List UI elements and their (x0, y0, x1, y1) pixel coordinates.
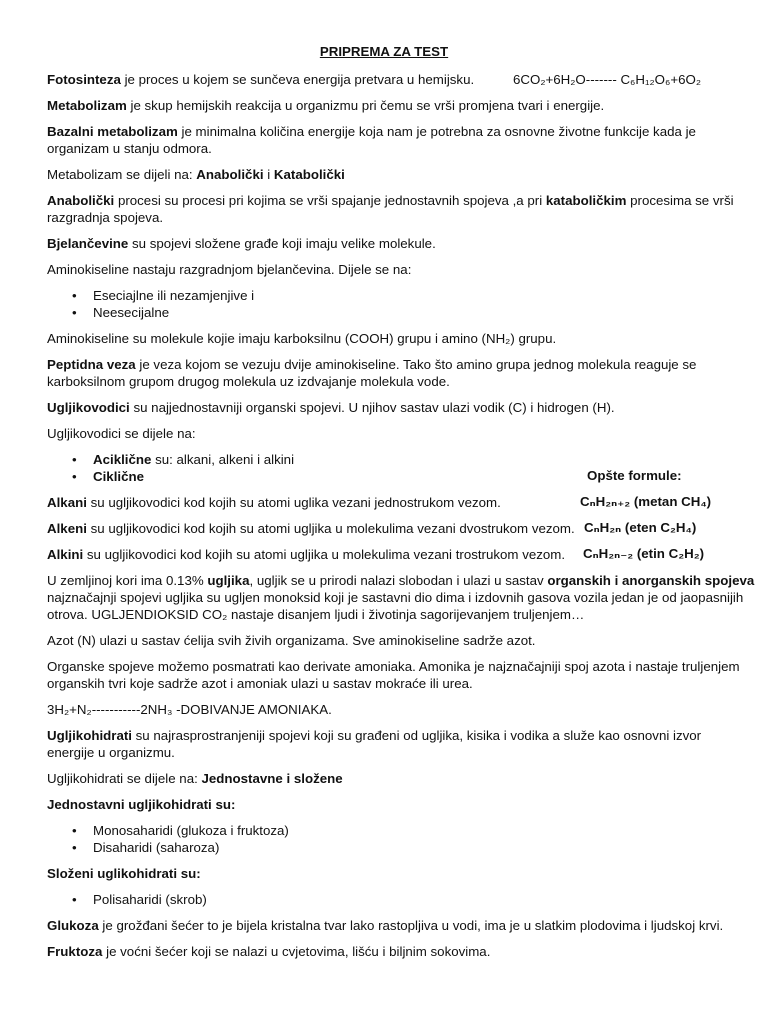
paragraph-bjelancevine (47, 235, 728, 252)
text: je veza kojom se vezuju dvije aminokiseline. Tako što amino grupa jednog molekula reaguje se (135, 357, 697, 372)
list-item: Polisaharidi (skrob) (93, 892, 207, 907)
text: je proces u kojem se sunčeva energija pretvara u hemijsku. (120, 72, 475, 87)
bullet-icon: • (72, 823, 77, 838)
term: Metabolizam (47, 98, 127, 113)
paragraph-ugljikohidrati-cont: energije u organizmu. (47, 745, 175, 760)
term: organskih i anorganskih spojeva (547, 573, 755, 588)
term: Ugljikovodici (47, 400, 130, 415)
term: Bazalni metabolizam (47, 124, 178, 139)
text: su spojevi složene građe koji imaju velike molekule. (128, 236, 436, 251)
paragraph-ugljikovodici-podjela: Ugljikovodici se dijele na: (47, 426, 196, 441)
formula-alkeni: CₙH₂ₙ (eten C₂H₄) (584, 520, 697, 535)
bullet-icon: • (72, 288, 77, 303)
text: su ugljikovodici kod kojih su atomi ugljika u molekulima vezani dvostrukom vezom. (86, 521, 575, 536)
text: su najjednostavniji organski spojevi. U njihov sastav ulazi vodik (C) i hidrogen (H). (129, 400, 615, 415)
paragraph-bazalni-cont: organizam u stanju odmora. (47, 141, 212, 156)
text: su ugljikovodici kod kojih su atomi ugljika u molekulima vezani trostrukom vezom. (83, 547, 566, 562)
paragraph-fotosinteza (47, 71, 728, 88)
paragraph-aminokiseline: Aminokiseline nastaju razgradnjom bjelančevina. Dijele se na: (47, 262, 412, 277)
text: i (263, 167, 274, 182)
bullet-icon: • (72, 452, 77, 467)
list-item (93, 468, 144, 485)
paragraph-ugljik-cont: najznačajnji spojevi ugljika su ugljen monoksid koji je sastavni dio dima i izdovnih gasova vozila jedan je od jaopasnijih (47, 590, 744, 605)
term: Alkani (47, 495, 87, 510)
term: Aciklične (93, 452, 152, 467)
paragraph-ugljik-cont2: otrova. UGLJENDIOKSID CO₂ nastaje disanjem ljudi i životinja sagorijevanjem truljenjem… (47, 607, 585, 622)
heading-jednostavni (47, 796, 728, 813)
paragraph-peptidna-veza-cont: karboksilnom grupom drugog molekula uz izdvajanje molekula vode. (47, 374, 450, 389)
photosynthesis-equation: 6CO₂+6H₂O------- C₆H₁₂O₆+6O₂ (513, 72, 702, 87)
paragraph-amonijak-cont: organskih tvri koje sadrže azot i amoniak ulazi u sastav mokraće ili urea. (47, 676, 473, 691)
paragraph-ugljikohidrati-podjela (47, 770, 728, 787)
term: Glukoza (47, 918, 99, 933)
text: Metabolizam se dijeli na: (47, 167, 197, 182)
term: Složeni uglikohidrati su: (47, 866, 201, 881)
bullet-icon: • (72, 892, 77, 907)
text: su najrasprostranjeniji spojevi koji su građeni od ugljika, kisika i vodika a služe kao osnovni izvor (131, 728, 702, 743)
paragraph-metabolizam (47, 97, 728, 114)
page-title: PRIPREMA ZA TEST (319, 44, 449, 59)
formulas-header: Opšte formule: (587, 468, 682, 483)
paragraph-ugljik (47, 572, 755, 589)
term: Bjelančevine (47, 236, 129, 251)
paragraph-aminokiseline-grupe: Aminokiseline su molekule kojie imaju karboksilnu (COOH) grupu i amino (NH₂) grupu. (47, 331, 557, 346)
ammonia-equation: 3H₂+N₂-----------2NH₃ -DOBIVANJE AMONIAKA. (47, 702, 332, 717)
paragraph-peptidna-veza (47, 356, 728, 373)
paragraph-ugljikovodici (47, 399, 728, 416)
text: je minimalna količina energije koja nam je potrebna za osnovne životne funkcije kada je (177, 124, 696, 139)
text: su ugljikovodici kod kojih su atomi uglika vezani jednostrukom vezom. (86, 495, 501, 510)
paragraph-fruktoza (47, 943, 728, 960)
term: Alkeni (47, 521, 87, 536)
term: Ugljikohidrati (47, 728, 132, 743)
list-item: Monosaharidi (glukoza i fruktoza) (93, 823, 289, 838)
paragraph-anabolicki (47, 192, 734, 209)
heading-slozeni (47, 865, 728, 882)
list-item (93, 451, 294, 468)
formula-alkini: CₙH₂ₙ₋₂ (etin C₂H₂) (583, 546, 705, 561)
text: procesi su procesi pri kojima se vrši spajanje jednostavnih spojeva ,a pri (114, 193, 546, 208)
term: Peptidna veza (47, 357, 136, 372)
text: je skup hemijskih reakcija u organizmu pri čemu se vrši promjena tvari i energije. (126, 98, 605, 113)
text: su: alkani, alkeni i alkini (151, 452, 295, 467)
list-item: Disaharidi (saharoza) (93, 840, 220, 855)
text: procesima se vrši (626, 193, 734, 208)
list-item: Neesecijalne (93, 305, 170, 320)
term: Ciklične (93, 469, 144, 484)
term: Jednostavne i složene (201, 771, 343, 786)
paragraph-azot: Azot (N) ulazi u sastav ćelija svih živih organizama. Sve aminokiseline sadrže azot. (47, 633, 536, 648)
text: je grožđani šećer to je bijela kristalna tvar lako rastopljiva u vodi, ima je u slatkim plodovima i ljudskoj krvi. (98, 918, 724, 933)
list-item: Eseciajlne ili nezamjenjive i (93, 288, 255, 303)
term: Jednostavni ugljikohidrati su: (47, 797, 236, 812)
paragraph-glukoza (47, 917, 728, 934)
paragraph-amonijak: Organske spojeve možemo posmatrati kao derivate amoniaka. Amonika je najznačajniji spoj azota i nastaje truljenjem (47, 659, 740, 674)
bullet-icon: • (72, 840, 77, 855)
term: Katabolički (273, 167, 345, 182)
term: kataboličkim (545, 193, 627, 208)
term: ugljika (207, 573, 250, 588)
bullet-icon: • (72, 305, 77, 320)
text: je voćni šećer koji se nalazi u cvjetovima, lišću i biljnim sokovima. (102, 944, 491, 959)
term: Anabolički (47, 193, 115, 208)
term: Alkini (47, 547, 84, 562)
term: Fotosinteza (47, 72, 121, 87)
text: Ugljikohidrati se dijele na: (47, 771, 202, 786)
term: Anabolički (196, 167, 264, 182)
bullet-icon: • (72, 469, 77, 484)
paragraph-anabolicki-cont: razgradnja spojeva. (47, 210, 164, 225)
paragraph-bazalni (47, 123, 728, 140)
paragraph-ugljikohidrati (47, 727, 728, 744)
text: , ugljik se u prirodi nalazi slobodan i ulazi u sastav (249, 573, 548, 588)
text: U zemljinoj kori ima 0.13% (47, 573, 208, 588)
term: Fruktoza (47, 944, 103, 959)
formula-alkani: CₙH₂ₙ₊₂ (metan CH₄) (580, 494, 712, 509)
paragraph-podjela-metabolizma (47, 166, 728, 183)
